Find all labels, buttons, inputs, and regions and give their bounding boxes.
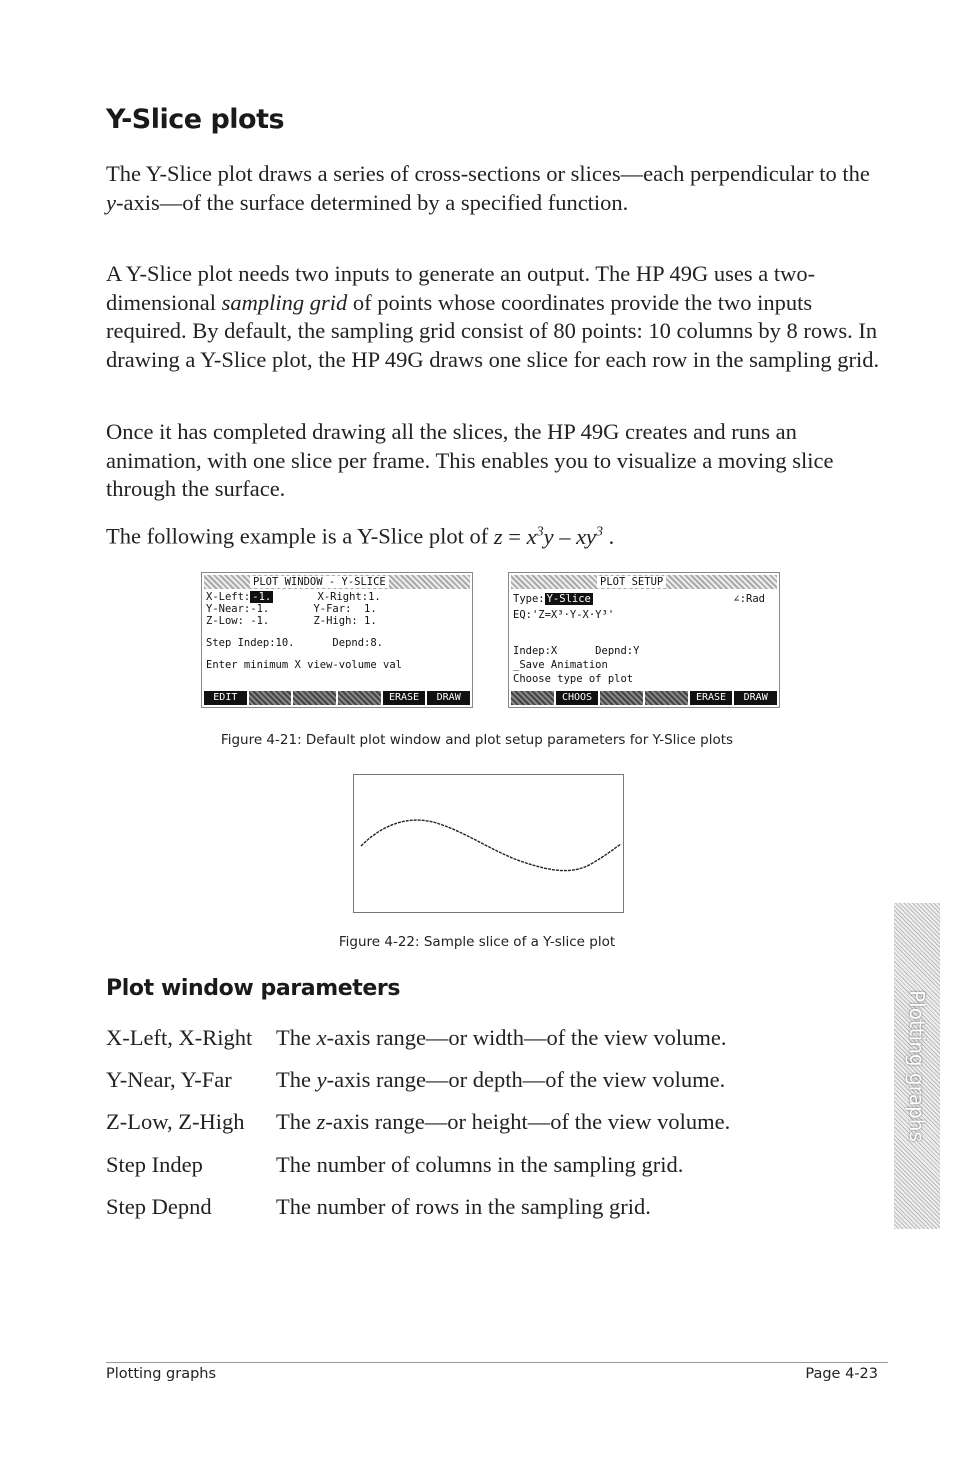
- slice-plot: [353, 774, 625, 914]
- param-name: X-Left, X-Right: [106, 1025, 253, 1050]
- plot-window-screen: [201, 572, 473, 708]
- param-desc: The number of columns in the sampling grid.: [276, 1152, 684, 1177]
- footer-page-number: Page 4-23: [805, 1366, 878, 1382]
- paragraph-sampling: A Y-Slice plot needs two inputs to generate an output. The HP 49G uses a two-dimensional sampling grid of points whose coordinates provide the two inputs required. By default, the sampling grid consist of 80 points: 10 columns by 8 rows. In drawing a Y-Slice plot, the HP 49G draws one slice for each row in the sampling grid.: [106, 261, 880, 372]
- screen-row: _Save Animation: [513, 659, 608, 671]
- param-desc: The number of rows in the sampling grid.: [276, 1194, 651, 1219]
- softkey-menu: [204, 691, 470, 705]
- footer-divider: [106, 1362, 888, 1363]
- softkey-blank[interactable]: [338, 691, 381, 705]
- subheading-plot-window-parameters: Plot window parameters: [106, 976, 401, 1001]
- softkey-blank[interactable]: [293, 691, 336, 705]
- screen-row: Step Indep:10. Depnd:8.: [206, 637, 384, 649]
- softkey-edit[interactable]: EDIT: [204, 691, 247, 705]
- param-name: Y-Near, Y-Far: [106, 1067, 232, 1092]
- screen-row: Type: Y-Slice: [513, 593, 591, 605]
- param-desc: The z-axis range—or height—of the view volume.: [276, 1109, 731, 1134]
- softkey-blank[interactable]: [249, 691, 292, 705]
- param-name: Z-Low, Z-High: [106, 1109, 245, 1134]
- softkey-blank[interactable]: [511, 691, 554, 705]
- formula: $z = x^3y - xy^3$ .: [493, 523, 615, 549]
- plot-setup-screen: [508, 572, 780, 708]
- angle-mode: ∠:Rad: [733, 593, 765, 605]
- screen-title: PLOT SETUP: [597, 576, 666, 588]
- softkey-erase[interactable]: ERASE: [383, 691, 426, 705]
- softkey-draw[interactable]: DRAW: [734, 691, 777, 705]
- figure-caption-4-21: Figure 4-21: Default plot window and plot setup parameters for Y-Slice plots: [220, 732, 734, 748]
- softkey-draw[interactable]: DRAW: [427, 691, 470, 705]
- plot-frame: [354, 775, 624, 913]
- softkey-menu: [511, 691, 777, 705]
- paragraph-example: The following example is a Y-Slice plot of $z = x^3y - xy^3$ .: [106, 523, 615, 549]
- screen-row: X-Left: -1. X-Right:1.: [206, 591, 381, 603]
- paragraph-animation: Once it has completed drawing all the slices, the HP 49G creates and runs an animation, with one slice per frame. This enables you to visualize a moving slice through the surface.: [106, 419, 834, 501]
- screen-title: PLOT WINDOW - Y-SLICE: [250, 576, 389, 588]
- screen-row: EQ:'Z=X³·Y-X·Y³': [513, 609, 615, 621]
- page-heading: Y-Slice plots: [106, 104, 285, 135]
- param-desc: The x-axis range—or width—of the view volume.: [276, 1025, 727, 1050]
- figure-caption-4-22: Figure 4-22: Sample slice of a Y-slice plot: [338, 934, 616, 950]
- screen-row: Y-Near:-1. Y-Far: 1.: [206, 603, 377, 615]
- param-desc: The y-axis range—or depth—of the view volume.: [276, 1067, 726, 1092]
- footer-chapter: Plotting graphs: [106, 1366, 217, 1382]
- softkey-blank[interactable]: [600, 691, 643, 705]
- softkey-erase[interactable]: ERASE: [690, 691, 733, 705]
- softkey-choose[interactable]: CHOOS: [556, 691, 599, 705]
- softkey-blank[interactable]: [645, 691, 688, 705]
- screen-row: Enter minimum X view-volume val: [206, 659, 402, 671]
- screen-row: Choose type of plot: [513, 673, 634, 685]
- chapter-tab: Plotting graphs: [894, 903, 940, 1229]
- paragraph-intro: The Y-Slice plot draws a series of cross-sections or slices—each perpendicular to the y-axis—of the surface determined by a specified function.: [106, 161, 870, 215]
- param-name: Step Indep: [106, 1152, 203, 1177]
- param-name: Step Depnd: [106, 1194, 212, 1219]
- screen-row: Indep:X Depnd:Y: [513, 645, 640, 657]
- screen-row: Z-Low: -1. Z-High: 1.: [206, 615, 377, 627]
